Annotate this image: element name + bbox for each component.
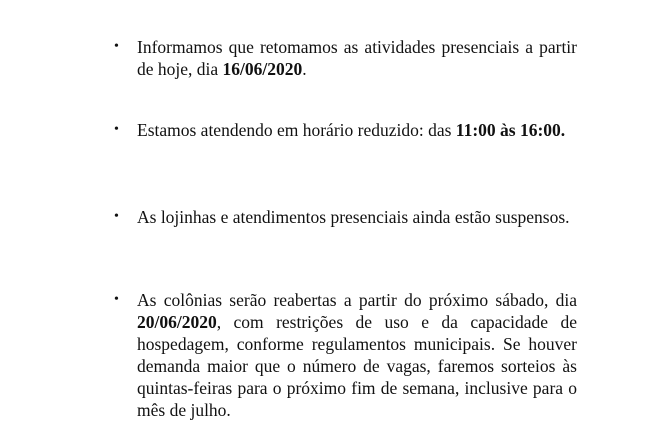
date-highlight: 16/06/2020 [222, 59, 303, 79]
hours-highlight: 11:00 às 16:00. [455, 120, 566, 140]
date-highlight: 20/06/2020 [137, 312, 217, 332]
bullet-item-colonies-reopening [114, 289, 577, 421]
text-segment: As lojinhas e atendimentos presenciais ainda estão suspensos. [137, 207, 570, 227]
text-segment: Informamos que retomamos as atividades presenciais a partir de hoje, dia [137, 37, 577, 79]
bullet-item-return-activities [114, 36, 577, 80]
bullet-item-shops-suspended [114, 206, 577, 228]
bullet-text [137, 206, 577, 228]
bullet-text [137, 289, 577, 421]
bullet-text [137, 119, 577, 141]
bullet-icon: • [114, 209, 119, 224]
text-segment: . [302, 59, 307, 79]
text-segment: , com restrições de uso e da capacidade de hospedagem, conforme regulamentos municipais. Se houver demanda maior que o número de vagas, faremos sorteios às quintas-feiras para o próximo fim de semana, inclusive para o mês de julho. [137, 312, 577, 420]
text-segment: As colônias serão reabertas a partir do próximo sábado, dia [137, 290, 577, 310]
bullet-icon: • [114, 122, 119, 137]
bullet-icon: • [114, 292, 119, 307]
bullet-icon: • [114, 39, 119, 54]
bullet-text [137, 36, 577, 80]
text-segment: Estamos atendendo em horário reduzido: das [137, 120, 456, 140]
bullet-item-reduced-hours [114, 119, 577, 141]
